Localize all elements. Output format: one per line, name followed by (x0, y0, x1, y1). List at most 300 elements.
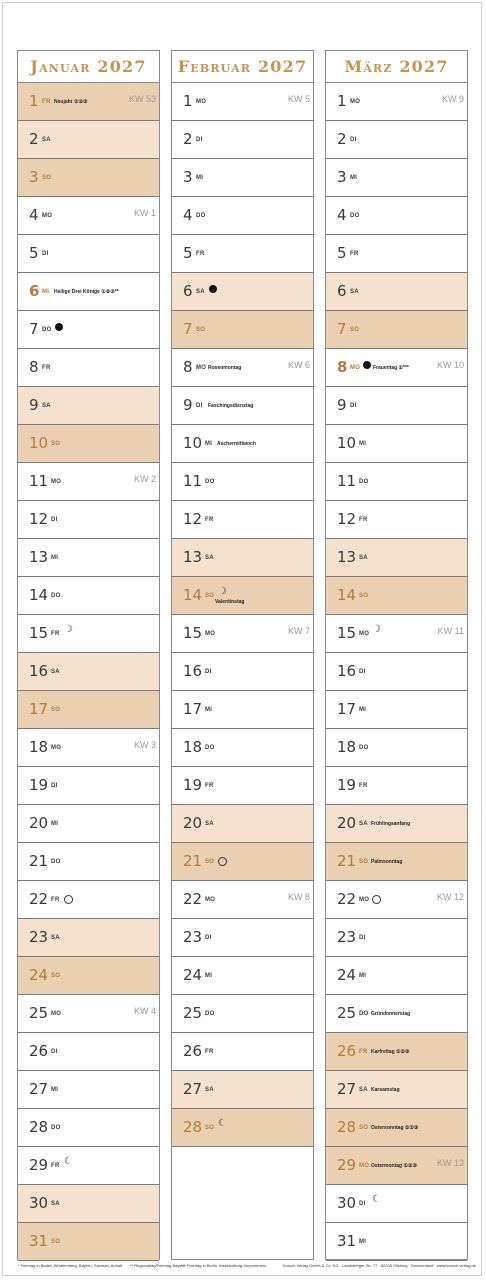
day-row (172, 349, 313, 387)
weekday-label: FR (205, 1049, 214, 1055)
event-label: Ostermontag ①②③ (371, 1163, 417, 1169)
week-number: KW 2 (133, 474, 156, 484)
weekday-label: MI (51, 821, 59, 827)
day-number: 12 (337, 510, 357, 528)
day-number: 21 (337, 852, 357, 870)
weekday-label: SO (359, 1125, 369, 1131)
day-row (18, 311, 159, 349)
day-number: 4 (29, 206, 39, 224)
day-row (172, 463, 313, 501)
day-row (18, 1185, 159, 1223)
weekday-label: SO (42, 175, 52, 181)
day-number: 31 (29, 1232, 49, 1250)
day-number: 18 (29, 738, 49, 756)
day-number: 24 (183, 966, 203, 984)
day-row (18, 539, 159, 577)
event-label: Karsamstag (371, 1087, 400, 1093)
day-row (18, 1223, 159, 1261)
day-number: 28 (337, 1118, 357, 1136)
day-row (172, 501, 313, 539)
day-row (172, 1033, 313, 1071)
week-number: KW 5 (287, 94, 310, 104)
day-row (326, 1071, 467, 1109)
day-number: 8 (29, 358, 39, 376)
footnote-3: *** Feiertag in Berlin, Mecklenburg-Vorpommern (181, 1263, 267, 1268)
weekday-label: FR (205, 783, 214, 789)
weekday-label: MO (196, 365, 207, 371)
week-number: KW 6 (287, 360, 310, 370)
day-row (172, 615, 313, 653)
day-number: 11 (29, 472, 49, 490)
day-row (172, 121, 313, 159)
week-number: KW 11 (437, 626, 464, 636)
day-row (326, 159, 467, 197)
weekday-label: MO (42, 213, 53, 219)
weekday-label: SO (205, 593, 215, 599)
day-row (326, 235, 467, 273)
waxing-moon-icon: ☽ (218, 586, 227, 597)
day-row (172, 881, 313, 919)
day-row (326, 653, 467, 691)
event-label: Frauentag ①*** (373, 365, 409, 371)
weekday-label: FR (51, 631, 60, 637)
day-number: 8 (337, 358, 348, 376)
day-number: 3 (29, 168, 39, 186)
day-row (18, 273, 159, 311)
day-row (326, 881, 467, 919)
day-number: 21 (29, 852, 49, 870)
day-row (18, 881, 159, 919)
day-row (326, 691, 467, 729)
day-row (18, 501, 159, 539)
event-label: Neujahr ①②③ (54, 99, 88, 105)
waning-moon-icon: ☾ (372, 1194, 381, 1205)
day-row (18, 463, 159, 501)
month-title: Januar 2027 (18, 51, 159, 83)
weekday-label: MO (350, 99, 361, 105)
week-number: KW 1 (133, 208, 156, 218)
weekday-label: SO (359, 593, 369, 599)
new-moon-icon (55, 323, 63, 331)
day-row (172, 767, 313, 805)
week-number: KW 7 (287, 626, 310, 636)
day-row (326, 501, 467, 539)
day-row (18, 349, 159, 387)
weekday-label: FR (350, 251, 359, 257)
day-number: 20 (29, 814, 49, 832)
day-number: 5 (29, 244, 39, 262)
week-number: KW 3 (133, 740, 156, 750)
weekday-label: FR (359, 1049, 368, 1055)
week-number: KW 9 (441, 94, 464, 104)
day-number: 1 (29, 92, 39, 110)
weekday-label: DO (359, 479, 369, 485)
day-number: 8 (183, 358, 193, 376)
day-row (172, 387, 313, 425)
weekday-label: SA (205, 1087, 214, 1093)
week-number: KW 4 (133, 1006, 156, 1016)
weekday-label: DI (42, 251, 49, 257)
day-row (172, 539, 313, 577)
weekday-label: MI (205, 973, 213, 979)
weekday-label: SA (51, 1201, 60, 1207)
weekday-label: DI (205, 935, 212, 941)
day-row (326, 1185, 467, 1223)
weekday-label: DI (51, 783, 58, 789)
day-number: 19 (337, 776, 357, 794)
week-number: KW 8 (287, 892, 310, 902)
full-moon-icon (218, 857, 227, 866)
day-number: 25 (183, 1004, 203, 1022)
event-label: Aschermittwoch (217, 441, 256, 447)
day-row (172, 843, 313, 881)
footer (18, 1263, 474, 1273)
weekday-label: SO (205, 1125, 215, 1131)
weekday-label: MO (205, 897, 216, 903)
event-label: Palmsonntag (371, 859, 403, 865)
day-row (172, 1071, 313, 1109)
weekday-label: DI (196, 137, 203, 143)
day-row (18, 615, 159, 653)
footnote-1: * Feiertag in Baden-Württemberg, Bayern, Sachsen-Anhalt (18, 1263, 123, 1268)
day-row (172, 311, 313, 349)
day-row (172, 919, 313, 957)
weekday-label: MI (359, 1239, 367, 1245)
day-row (18, 957, 159, 995)
weekday-label: FR (42, 99, 51, 105)
weekday-label: SO (51, 707, 61, 713)
week-number: KW 53 (128, 94, 156, 104)
event-label: Ostersonntag ①②③ (371, 1125, 419, 1131)
day-number: 12 (183, 510, 203, 528)
day-row (326, 995, 467, 1033)
day-row (326, 577, 467, 615)
day-number: 10 (29, 434, 49, 452)
day-row (326, 121, 467, 159)
day-number: 14 (29, 586, 49, 604)
day-row (172, 577, 313, 615)
weekday-label: DO (51, 593, 61, 599)
day-number: 10 (337, 434, 357, 452)
waning-moon-icon: ☾ (64, 1156, 73, 1167)
day-row (18, 159, 159, 197)
day-number: 15 (337, 624, 357, 642)
weekday-label: DI (359, 1201, 366, 1207)
weekday-label: DI (205, 669, 212, 675)
day-number: 2 (183, 130, 193, 148)
weekday-label: DO (205, 745, 215, 751)
day-row (326, 843, 467, 881)
day-number: 13 (183, 548, 203, 566)
day-row (172, 729, 313, 767)
weekday-label: FR (42, 365, 51, 371)
weekday-label: MI (359, 973, 367, 979)
weekday-label: MI (51, 555, 59, 561)
day-row (18, 767, 159, 805)
week-number: KW 10 (436, 360, 464, 370)
month-title: Februar 2027 (172, 51, 313, 83)
weekday-label: MI (196, 175, 204, 181)
day-number: 18 (337, 738, 357, 756)
weekday-label: MO (51, 479, 62, 485)
weekday-label: SO (359, 859, 369, 865)
weekday-label: FR (196, 251, 205, 257)
day-row (326, 425, 467, 463)
weekday-label: SA (42, 403, 51, 409)
day-row (172, 235, 313, 273)
event-label: Valentinstag (215, 599, 245, 605)
weekday-label: MO (359, 631, 370, 637)
day-row (326, 805, 467, 843)
weekday-label: FR (51, 1163, 60, 1169)
day-number: 23 (337, 928, 357, 946)
day-number: 12 (29, 510, 49, 528)
weekday-label: MO (51, 745, 62, 751)
weekday-label: DO (205, 479, 215, 485)
day-row (18, 235, 159, 273)
day-row (326, 615, 467, 653)
month-column-january (17, 50, 160, 1260)
month-column-february (171, 50, 314, 1260)
new-moon-icon (363, 361, 371, 369)
full-moon-icon (372, 895, 381, 904)
day-number: 16 (29, 662, 49, 680)
day-number: 25 (337, 1004, 357, 1022)
day-row (172, 1109, 313, 1147)
weekday-label: SO (196, 327, 206, 333)
day-number: 27 (183, 1080, 203, 1098)
weekday-label: DO (205, 1011, 215, 1017)
day-number: 20 (183, 814, 203, 832)
weekday-label: SA (359, 555, 368, 561)
day-number: 14 (337, 586, 357, 604)
footnote-2: ** Regionaltag/Feiertag Bayern (130, 1263, 186, 1268)
day-row (18, 729, 159, 767)
weekday-label: FR (51, 897, 60, 903)
day-row (18, 197, 159, 235)
day-number: 6 (337, 282, 347, 300)
new-moon-icon (209, 285, 217, 293)
event-label: Karfreitag ①②③ (371, 1049, 410, 1055)
weekday-label: MO (350, 365, 361, 371)
empty-filler (172, 1147, 313, 1259)
day-number: 24 (337, 966, 357, 984)
event-label: Rosenmontag (208, 365, 242, 371)
day-row (18, 995, 159, 1033)
weekday-label: MO (359, 1163, 370, 1169)
event-label: Gründonnerstag (371, 1011, 411, 1017)
weekday-label: FR (359, 517, 368, 523)
day-number: 24 (29, 966, 49, 984)
day-number: 22 (183, 890, 203, 908)
day-number: 9 (337, 396, 347, 414)
weekday-label: MI (51, 1087, 59, 1093)
weekday-label: SA (51, 669, 60, 675)
day-row (18, 577, 159, 615)
day-row (172, 691, 313, 729)
weekday-label: DO (350, 213, 360, 219)
day-number: 7 (337, 320, 347, 338)
day-row (326, 539, 467, 577)
weekday-label: SA (42, 137, 51, 143)
day-number: 15 (183, 624, 203, 642)
day-number: 16 (337, 662, 357, 680)
day-number: 19 (183, 776, 203, 794)
day-number: 7 (183, 320, 193, 338)
day-number: 17 (29, 700, 49, 718)
day-number: 11 (183, 472, 203, 490)
day-row (18, 425, 159, 463)
day-number: 2 (29, 130, 39, 148)
week-number: KW 13 (436, 1158, 464, 1168)
weekday-label: DI (350, 403, 357, 409)
weekday-label: SA (359, 1087, 368, 1093)
weekday-label: SO (350, 327, 360, 333)
event-label: Heilige Drei Könige ①②③** (54, 289, 119, 295)
weekday-label: SO (51, 973, 61, 979)
day-row (172, 805, 313, 843)
day-number: 16 (183, 662, 203, 680)
waxing-moon-icon: ☽ (64, 624, 73, 635)
day-number: 26 (183, 1042, 203, 1060)
weekday-label: DO (196, 213, 206, 219)
day-row (326, 1109, 467, 1147)
day-row (18, 1071, 159, 1109)
day-number: 3 (183, 168, 193, 186)
weekday-label: DI (51, 517, 58, 523)
weekday-label: DO (359, 745, 369, 751)
day-number: 9 (183, 396, 193, 414)
day-number: 27 (337, 1080, 357, 1098)
day-row (326, 463, 467, 501)
weekday-label: SA (51, 935, 60, 941)
weekday-label: SO (51, 441, 61, 447)
day-number: 2 (337, 130, 347, 148)
day-row (18, 843, 159, 881)
day-row (172, 425, 313, 463)
weekday-label: MO (196, 99, 207, 105)
day-row (326, 767, 467, 805)
day-row (18, 691, 159, 729)
day-number: 4 (337, 206, 347, 224)
day-number: 22 (337, 890, 357, 908)
day-row (172, 197, 313, 235)
day-number: 23 (29, 928, 49, 946)
weekday-label: MI (205, 707, 213, 713)
event-label: Faschingsdienstag (208, 403, 254, 409)
day-row (172, 957, 313, 995)
day-row (326, 1033, 467, 1071)
weekday-label: SA (196, 289, 205, 295)
day-row (172, 159, 313, 197)
day-row (18, 1147, 159, 1185)
day-number: 29 (337, 1156, 357, 1174)
day-row (18, 121, 159, 159)
day-row (326, 83, 467, 121)
day-number: 26 (337, 1042, 357, 1060)
day-number: 25 (29, 1004, 49, 1022)
day-number: 29 (29, 1156, 49, 1174)
day-row (18, 1033, 159, 1071)
day-number: 17 (337, 700, 357, 718)
weekday-label: MI (205, 441, 213, 447)
weekday-label: SA (350, 289, 359, 295)
waning-moon-icon: ☾ (218, 1118, 227, 1129)
day-number: 5 (183, 244, 193, 262)
day-number: 28 (183, 1118, 203, 1136)
day-number: 23 (183, 928, 203, 946)
day-number: 30 (337, 1194, 357, 1212)
day-number: 5 (337, 244, 347, 262)
day-number: 7 (29, 320, 39, 338)
day-row (326, 311, 467, 349)
day-row (172, 995, 313, 1033)
weekday-label: SO (205, 859, 215, 865)
day-row (172, 83, 313, 121)
day-row (18, 83, 159, 121)
day-number: 13 (337, 548, 357, 566)
day-row (326, 729, 467, 767)
day-number: 19 (29, 776, 49, 794)
weekday-label: MO (359, 897, 370, 903)
weekday-label: MI (42, 289, 50, 295)
day-number: 6 (29, 282, 40, 300)
day-row (18, 919, 159, 957)
weekday-label: DI (359, 669, 366, 675)
week-number: KW 12 (436, 892, 464, 902)
day-number: 9 (29, 396, 39, 414)
day-number: 30 (29, 1194, 49, 1212)
weekday-label: DO (42, 327, 52, 333)
day-row (18, 805, 159, 843)
day-number: 10 (183, 434, 203, 452)
day-row (18, 1109, 159, 1147)
day-row (326, 1147, 467, 1185)
weekday-label: FR (205, 517, 214, 523)
day-row (18, 653, 159, 691)
weekday-label: SO (51, 1239, 61, 1245)
event-label: Frühlingsanfang (371, 821, 411, 827)
day-number: 31 (337, 1232, 357, 1250)
day-number: 15 (29, 624, 49, 642)
day-number: 4 (183, 206, 193, 224)
day-row (326, 1223, 467, 1261)
day-number: 21 (183, 852, 203, 870)
publisher-info: Korsch Verlag GmbH & Co. KG · Landsberger Str. 77 · 82205 Gilching · Deutschland · www.korsch-verlag.de (283, 1263, 476, 1268)
day-number: 28 (29, 1118, 49, 1136)
day-number: 1 (337, 92, 347, 110)
weekday-label: MI (359, 707, 367, 713)
day-row (18, 387, 159, 425)
day-number: 13 (29, 548, 49, 566)
weekday-label: FR (359, 783, 368, 789)
weekday-label: DO (359, 1011, 369, 1017)
weekday-label: MI (350, 175, 358, 181)
day-number: 3 (337, 168, 347, 186)
day-row (326, 387, 467, 425)
day-number: 14 (183, 586, 203, 604)
day-number: 17 (183, 700, 203, 718)
day-row (326, 919, 467, 957)
month-title: März 2027 (326, 51, 467, 83)
weekday-label: SA (359, 821, 368, 827)
weekday-label: DO (51, 1125, 61, 1131)
weekday-label: MI (359, 441, 367, 447)
weekday-label: MO (51, 1011, 62, 1017)
day-row (326, 957, 467, 995)
waxing-moon-icon: ☽ (372, 624, 381, 635)
day-number: 27 (29, 1080, 49, 1098)
